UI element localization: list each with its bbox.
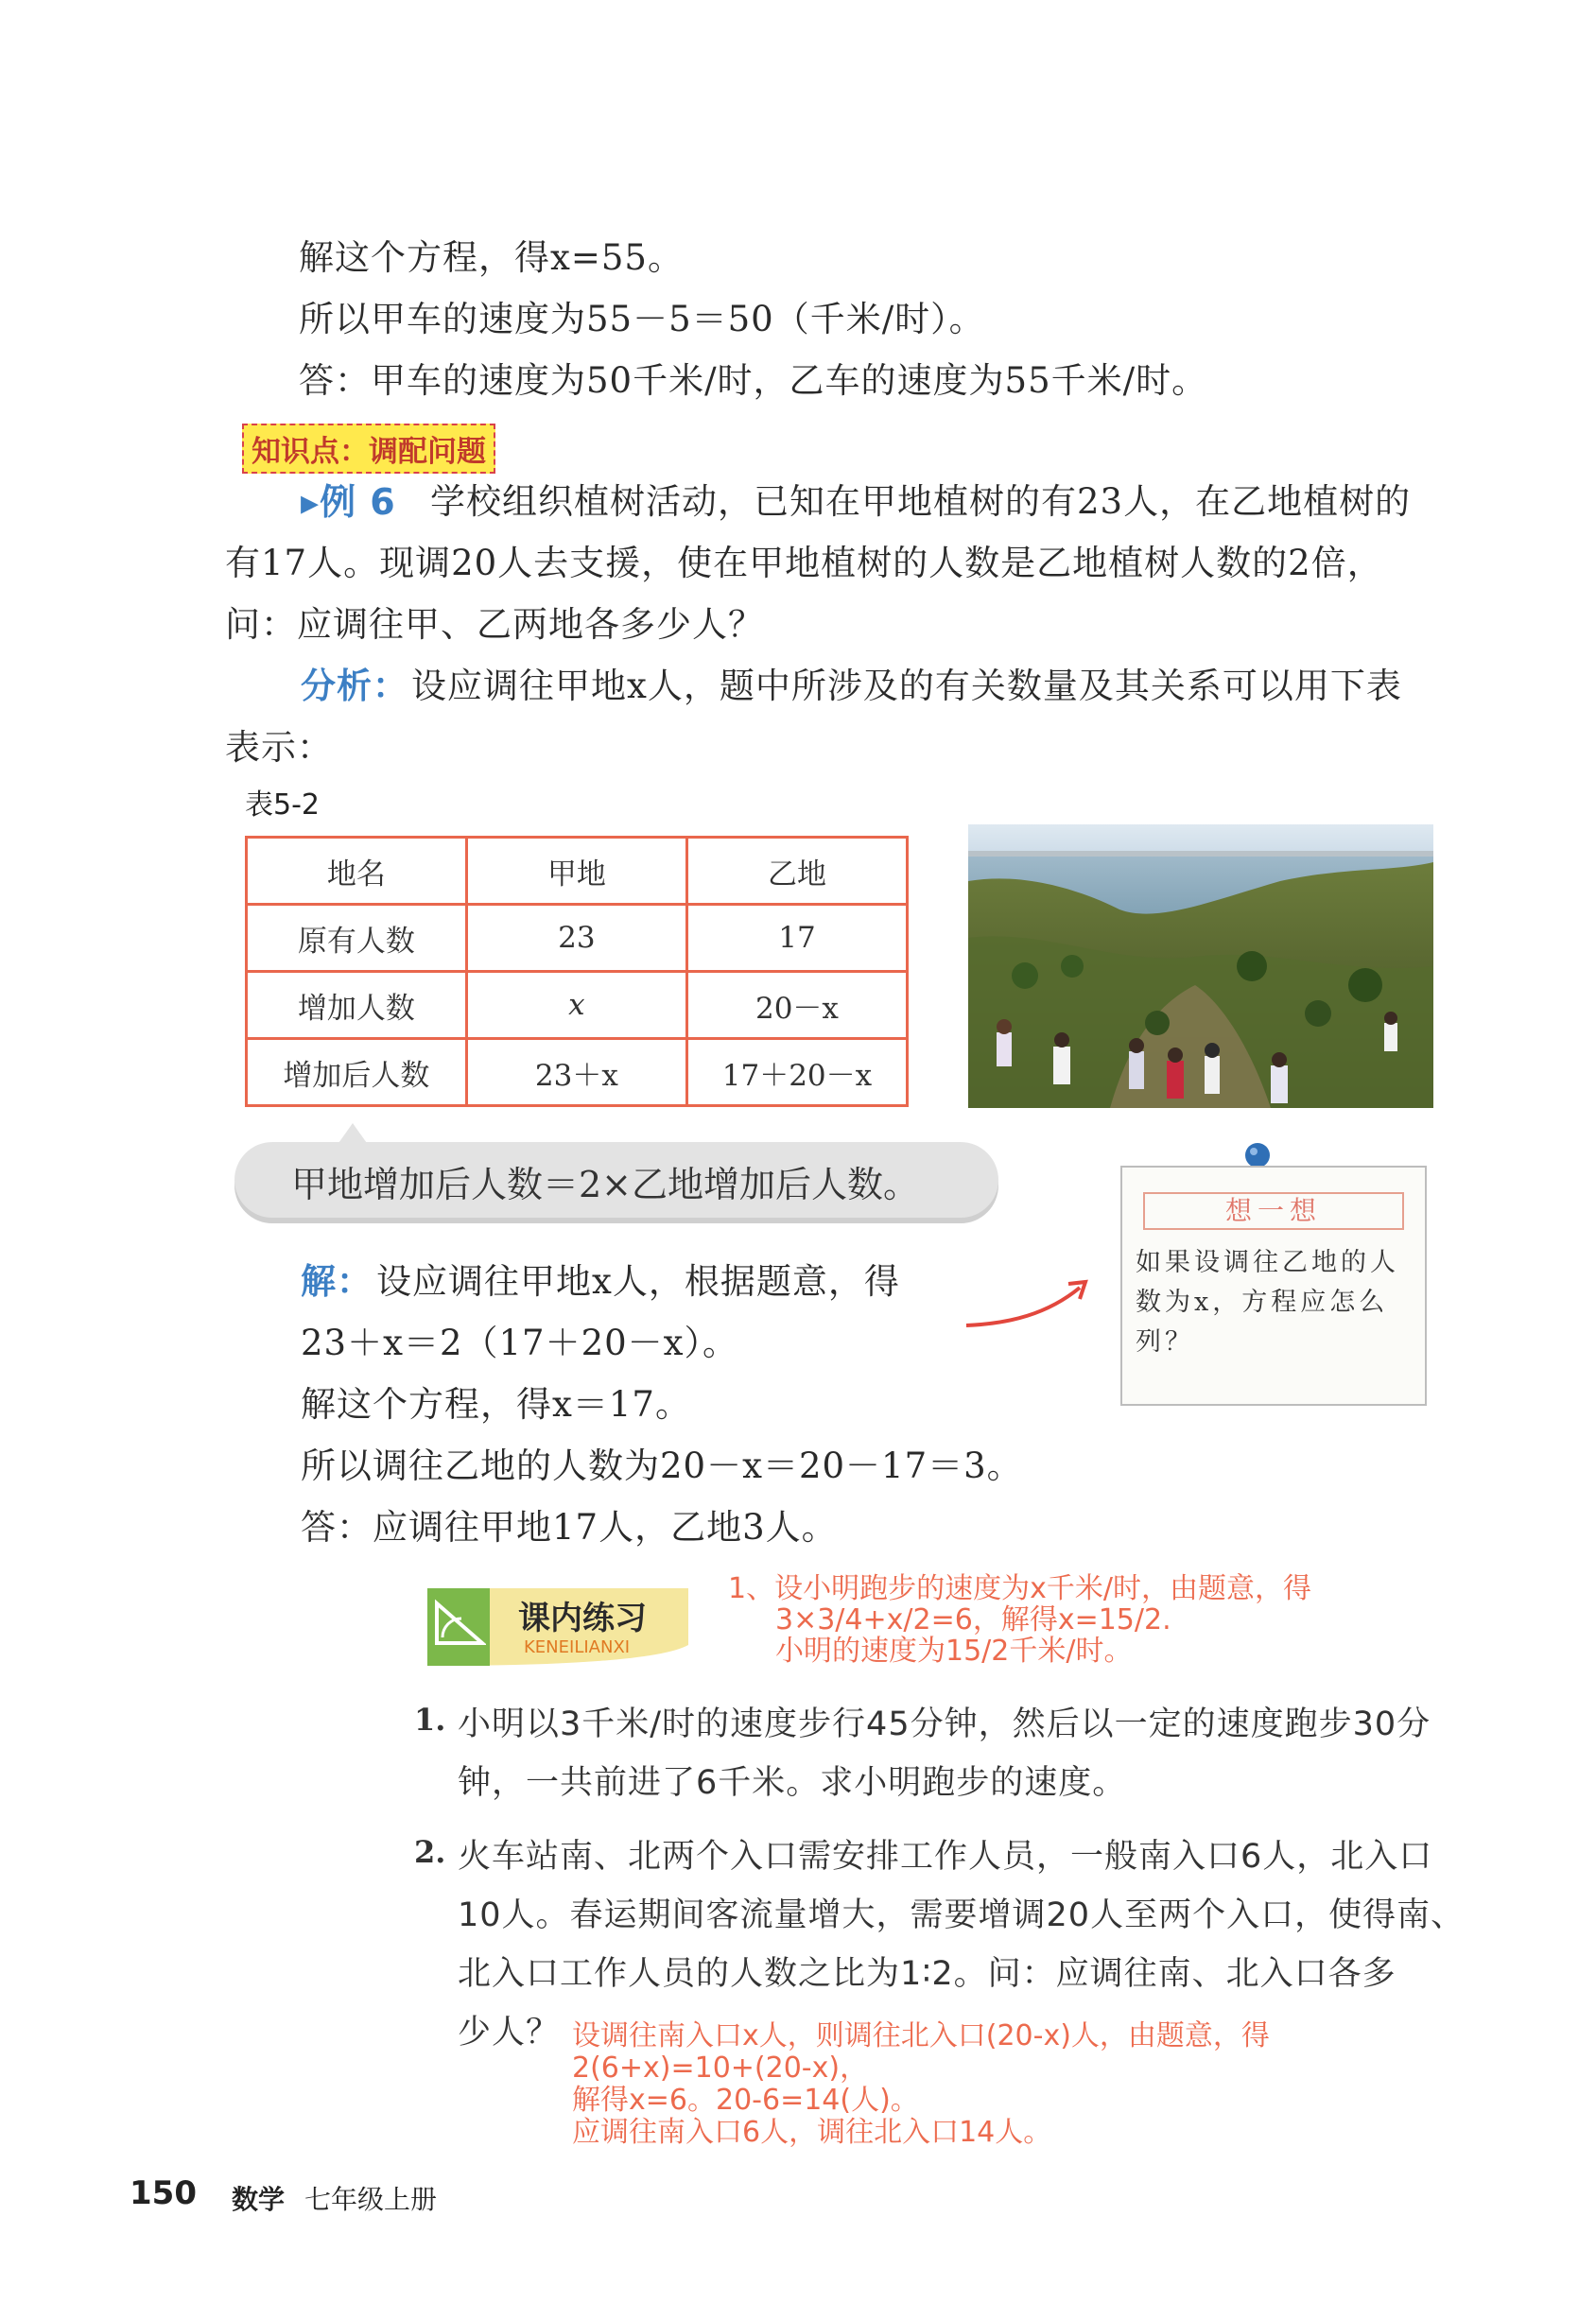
exercise-2-line: 10人。春运期间客流量增大，需要增调20人至两个入口，使得南、 [458,1896,1466,1934]
tree-planting-photo [968,824,1433,1108]
think-note [1120,1166,1427,1406]
practice-title: 课内练习 [518,1600,647,1637]
example-line-1: 学校组织植树活动，已知在甲地植树的有23人，在乙地植树的 [430,481,1412,522]
think-note-body: 如果设调往乙地的人数为x，方程应怎么列？ [1136,1248,1399,1357]
table-cell: 原有人数 [247,905,467,972]
practice-subtitle: KENEILIANXI [524,1637,631,1657]
solution-line-4: 所以调往乙地的人数为20－x＝20－17＝3。 [301,1446,1023,1486]
table-row [247,1039,908,1106]
solution-label: 解： [301,1261,373,1302]
table-5-2 [245,836,909,1107]
equation-relation-bubble [234,1142,998,1218]
table-cell: 甲地 [466,838,686,905]
top-line-3: 答：甲车的速度为50千米/时，乙车的速度为55千米/时。 [299,360,1208,401]
protractor-icon [433,1598,486,1654]
handwritten-answer-1-line: 小明的速度为15/2千米/时。 [775,1635,1133,1668]
solution-line-1: 设应调往甲地x人，根据题意，得 [376,1261,900,1302]
top-line-1: 解这个方程，得x=55。 [299,237,684,278]
table-cell: 增加人数 [247,972,467,1039]
handwritten-answer-2-line: 2(6+x)=10+(20-x)， [572,2052,869,2085]
table-cell: 17 [686,905,907,972]
table-row [247,905,908,972]
table-cell: 20－x [686,972,907,1039]
table-cell: 23＋x [466,1039,686,1106]
arrow-icon [963,1276,1095,1337]
exercise-2-line: 少人？ [458,2014,561,2052]
bubble-text: 甲地增加后人数＝2×乙地增加后人数。 [291,1164,920,1205]
page-number: 150 [130,2174,197,2212]
exercise-2-line: 北入口工作人员的人数之比为1∶2。问：应调往南、北入口各多 [458,1955,1396,1993]
handwritten-answer-1-line: 3×3/4+x/2=6，解得x=15/2. [775,1603,1171,1636]
table-row [247,838,908,905]
top-line-2: 所以甲车的速度为55－5＝50（千米/时）。 [299,299,985,339]
table-cell: 17＋20－x [686,1039,907,1106]
footer-grade: 七年级上册 [304,2184,438,2215]
handwritten-answer-2-line: 解得x=6。20-6=14(人)。 [572,2084,919,2117]
handwritten-answer-1-line: 1、设小明跑步的速度为x千米/时，由题意，得 [728,1572,1311,1605]
solution-line-5: 答：应调往甲地17人，乙地3人。 [301,1507,838,1548]
table-cell: 乙地 [686,838,907,905]
think-note-title: 想一想 [1143,1192,1404,1230]
example-line-3: 问：应调往甲、乙两地各多少人？ [225,604,764,645]
exercise-1-number: 1. [414,1702,446,1738]
exercise-2-number: 2. [414,1834,446,1870]
analysis-line-1: 设应调往甲地x人，题中所涉及的有关数量及其关系可以用下表 [411,666,1402,706]
handwritten-answer-2-line: 应调往南入口6人，调往北入口14人。 [572,2116,1052,2149]
example-label: ▸例 6 [301,481,396,523]
table-cell: 23 [466,905,686,972]
table-cell: x [466,972,686,1039]
table-cell: 增加后人数 [247,1039,467,1106]
exercise-1-line: 小明以3千米/时的速度步行45分钟，然后以一定的速度跑步30分 [458,1705,1431,1743]
handwritten-answer-2-line: 设调往南入口x人，则调往北入口(20-x)人，由题意，得 [572,2019,1270,2052]
analysis-line-2: 表示： [225,727,333,768]
analysis-label: 分析： [301,666,408,706]
solution-line-2: 23＋x＝2（17＋20－x）。 [301,1323,739,1363]
table-cell: 地名 [247,838,467,905]
exercise-1-line: 钟，一共前进了6千米。求小明跑步的速度。 [458,1764,1127,1802]
footer-subject: 数学 [232,2184,286,2215]
exercise-2-line: 火车站南、北两个入口需安排工作人员，一般南入口6人，北入口 [458,1838,1433,1876]
solution-line-3: 解这个方程，得x＝17。 [301,1384,691,1425]
example-line-2: 有17人。现调20人去支援，使在甲地植树的人数是乙地植树人数的2倍， [225,543,1383,583]
table-row [247,972,908,1039]
table-caption: 表5-2 [245,788,320,822]
practice-banner [414,1584,698,1670]
knowledge-point-tag: 知识点：调配问题 [242,424,495,474]
